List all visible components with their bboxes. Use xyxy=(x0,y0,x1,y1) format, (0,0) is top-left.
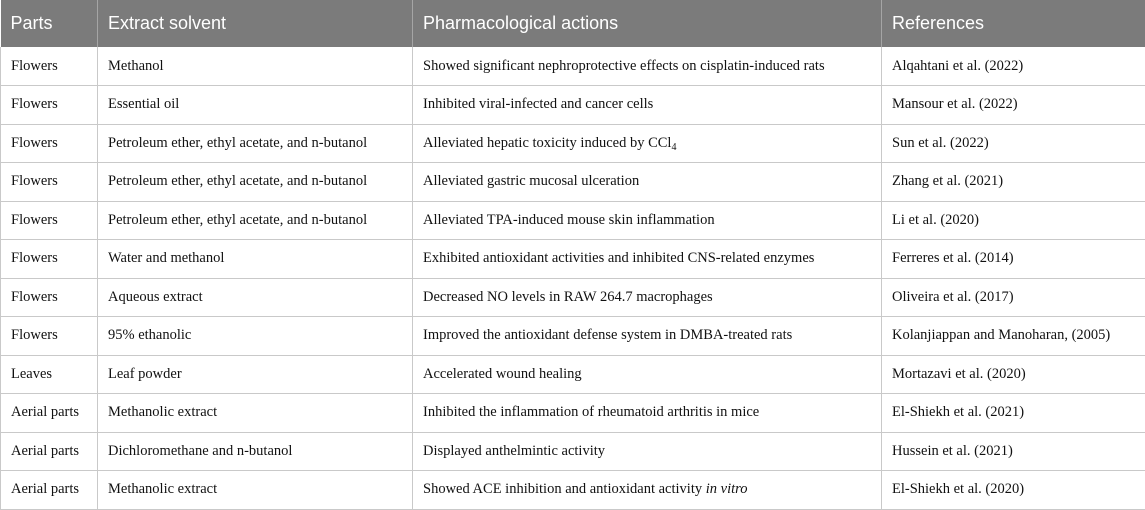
cell-solvent: Petroleum ether, ethyl acetate, and n-butanol xyxy=(98,201,413,240)
table-header xyxy=(1,0,1145,47)
cell-solvent: Essential oil xyxy=(98,86,413,125)
cell-solvent: Aqueous extract xyxy=(98,278,413,317)
cell-action xyxy=(413,471,882,510)
cell-reference: Kolanjiappan and Manoharan, (2005) xyxy=(882,317,1145,356)
table-row xyxy=(1,471,1145,510)
cell-part: Aerial parts xyxy=(1,432,98,471)
table-row xyxy=(1,278,1145,317)
cell-part: Flowers xyxy=(1,278,98,317)
cell-reference: Oliveira et al. (2017) xyxy=(882,278,1145,317)
table-row xyxy=(1,240,1145,279)
table-row xyxy=(1,163,1145,202)
cell-solvent: Petroleum ether, ethyl acetate, and n-butanol xyxy=(98,163,413,202)
cell-part: Flowers xyxy=(1,240,98,279)
cell-solvent: Methanol xyxy=(98,47,413,86)
table-row xyxy=(1,317,1145,356)
table-row xyxy=(1,355,1145,394)
header-references: References xyxy=(882,0,1145,47)
cell-solvent: Methanolic extract xyxy=(98,394,413,433)
header-parts: Parts xyxy=(10,13,53,33)
cell-reference: El-Shiekh et al. (2021) xyxy=(882,394,1145,433)
header-row xyxy=(1,0,1145,47)
table-row xyxy=(1,124,1145,163)
table-row xyxy=(1,86,1145,125)
cell-reference: Alqahtani et al. (2022) xyxy=(882,47,1145,86)
table-row xyxy=(1,47,1145,86)
cell-action: Alleviated TPA-induced mouse skin inflammation xyxy=(413,201,882,240)
cell-action: Decreased NO levels in RAW 264.7 macrophages xyxy=(413,278,882,317)
cell-solvent: 95% ethanolic xyxy=(98,317,413,356)
cell-action xyxy=(413,124,882,163)
cell-part: Flowers xyxy=(1,317,98,356)
table-body xyxy=(1,47,1145,509)
cell-solvent: Leaf powder xyxy=(98,355,413,394)
action-text: Showed ACE inhibition and antioxidant activity xyxy=(423,481,706,498)
cell-part: Flowers xyxy=(1,201,98,240)
cell-reference: Hussein et al. (2021) xyxy=(882,432,1145,471)
table-row xyxy=(1,432,1145,471)
cell-reference: Sun et al. (2022) xyxy=(882,124,1145,163)
table-row xyxy=(1,201,1145,240)
cell-action: Improved the antioxidant defense system in DMBA-treated rats xyxy=(413,317,882,356)
cell-reference: Zhang et al. (2021) xyxy=(882,163,1145,202)
cell-solvent: Petroleum ether, ethyl acetate, and n-butanol xyxy=(98,124,413,163)
header-extract-solvent: Extract solvent xyxy=(98,0,413,47)
cell-solvent: Water and methanol xyxy=(98,240,413,279)
cell-reference: Mortazavi et al. (2020) xyxy=(882,355,1145,394)
cell-action: Accelerated wound healing xyxy=(413,355,882,394)
cell-reference: Ferreres et al. (2014) xyxy=(882,240,1145,279)
cell-solvent: Methanolic extract xyxy=(98,471,413,510)
cell-action: Displayed anthelmintic activity xyxy=(413,432,882,471)
table-row xyxy=(1,394,1145,433)
cell-part: Aerial parts xyxy=(1,471,98,510)
cell-action: Inhibited viral-infected and cancer cells xyxy=(413,86,882,125)
cell-part: Flowers xyxy=(1,163,98,202)
italic-text: in vitro xyxy=(705,481,748,498)
cell-reference: Li et al. (2020) xyxy=(882,201,1145,240)
cell-part: Leaves xyxy=(1,355,98,394)
cell-action: Inhibited the inflammation of rheumatoid arthritis in mice xyxy=(413,394,882,433)
action-text: Alleviated hepatic toxicity induced by CCl xyxy=(423,134,672,151)
cell-action: Alleviated gastric mucosal ulceration xyxy=(413,163,882,202)
cell-reference: Mansour et al. (2022) xyxy=(882,86,1145,125)
cell-reference: El-Shiekh et al. (2020) xyxy=(882,471,1145,510)
cell-action: Exhibited antioxidant activities and inhibited CNS-related enzymes xyxy=(413,240,882,279)
cell-part: Flowers xyxy=(1,124,98,163)
cell-solvent: Dichloromethane and n-butanol xyxy=(98,432,413,471)
cell-part: Flowers xyxy=(1,86,98,125)
subscript-text: 4 xyxy=(671,141,677,153)
cell-action: Showed significant nephroprotective effects on cisplatin-induced rats xyxy=(413,47,882,86)
header-pharmacological-actions: Pharmacological actions xyxy=(413,0,882,47)
cell-part: Flowers xyxy=(1,47,98,86)
cell-part: Aerial parts xyxy=(1,394,98,433)
